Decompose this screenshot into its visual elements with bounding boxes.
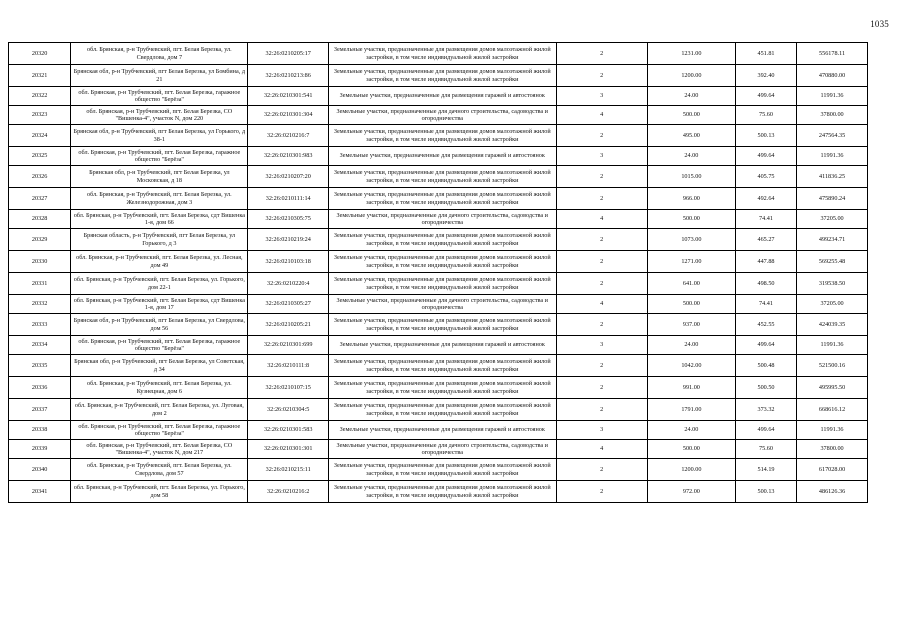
area-cell: 1791.00: [647, 399, 735, 421]
cadastral-number-cell: 32:26:0210305:75: [248, 210, 329, 229]
specific-value-cell: 500.48: [735, 355, 796, 377]
group-code-cell: 2: [556, 43, 647, 65]
area-cell: 495.00: [647, 125, 735, 147]
row-number-cell: 20332: [9, 295, 71, 314]
cadastral-number-cell: 32:26:0210213:86: [248, 65, 329, 87]
land-use-cell: Земельные участки, предназначенные для размещения домов малоэтажной жилой застройки, в том числе индивидуальной жилой застройки: [328, 166, 556, 188]
land-use-cell: Земельные участки, предназначенные для размещения домов малоэтажной жилой застройки, в том числе индивидуальной жилой застройки: [328, 481, 556, 503]
specific-value-cell: 499.64: [735, 147, 796, 166]
group-code-cell: 2: [556, 229, 647, 251]
specific-value-cell: 500.13: [735, 481, 796, 503]
land-use-cell: Земельные участки, предназначенные для размещения домов малоэтажной жилой застройки, в том числе индивидуальной жилой застройки: [328, 314, 556, 336]
cadastral-number-cell: 32:26:0210301:583: [248, 421, 329, 440]
row-number-cell: 20328: [9, 210, 71, 229]
area-cell: 500.00: [647, 295, 735, 314]
table-row: [9, 314, 868, 336]
specific-value-cell: 451.81: [735, 43, 796, 65]
cadastral-value-cell: 37205.00: [797, 295, 868, 314]
specific-value-cell: 500.50: [735, 377, 796, 399]
cadastral-number-cell: 32:26:0210304:5: [248, 399, 329, 421]
land-use-cell: Земельные участки, предназначенные для размещения гаражей и автостоянок: [328, 87, 556, 106]
group-code-cell: 3: [556, 421, 647, 440]
row-number-cell: 20323: [9, 106, 71, 125]
cadastral-value-cell: 37205.00: [797, 210, 868, 229]
group-code-cell: 3: [556, 87, 647, 106]
cadastral-number-cell: 32:26:0210107:15: [248, 377, 329, 399]
table-row: [9, 251, 868, 273]
table-row: [9, 43, 868, 65]
row-number-cell: 20335: [9, 355, 71, 377]
cadastral-value-cell: 521500.16: [797, 355, 868, 377]
area-cell: 24.00: [647, 336, 735, 355]
group-code-cell: 4: [556, 106, 647, 125]
group-code-cell: 3: [556, 336, 647, 355]
land-use-cell: Земельные участки, предназначенные для размещения домов малоэтажной жилой застройки, в том числе индивидуальной жилой застройки: [328, 251, 556, 273]
cadastral-number-cell: 32:26:0210215:11: [248, 459, 329, 481]
cadastral-value-cell: 617028.00: [797, 459, 868, 481]
specific-value-cell: 492.64: [735, 188, 796, 210]
cadastral-number-cell: 32:26:0210207:20: [248, 166, 329, 188]
specific-value-cell: 500.13: [735, 125, 796, 147]
cadastral-number-cell: 32:26:0210103:18: [248, 251, 329, 273]
cadastral-number-cell: 32:26:0210301:699: [248, 336, 329, 355]
address-cell: обл. Брянская, р-н Трубчевский, пгт. Белая Березка, гаражное общество "Берёза": [71, 87, 248, 106]
area-cell: 641.00: [647, 273, 735, 295]
land-use-cell: Земельные участки, предназначенные для дачного строительства, садоводства и огородничества: [328, 106, 556, 125]
cadastral-value-cell: 470880.00: [797, 65, 868, 87]
area-cell: 1042.00: [647, 355, 735, 377]
cadastral-number-cell: 32:26:0210219:24: [248, 229, 329, 251]
group-code-cell: 2: [556, 377, 647, 399]
cadastral-number-cell: 32:26:0210301:541: [248, 87, 329, 106]
cadastral-number-cell: 32:26:0210301:304: [248, 106, 329, 125]
cadastral-value-cell: 37800.00: [797, 440, 868, 459]
table-row: [9, 210, 868, 229]
area-cell: 1015.00: [647, 166, 735, 188]
land-use-cell: Земельные участки, предназначенные для дачного строительства, садоводства и огородничества: [328, 295, 556, 314]
area-cell: 1200.00: [647, 459, 735, 481]
specific-value-cell: 499.64: [735, 421, 796, 440]
cadastral-number-cell: 32:26:0210220:4: [248, 273, 329, 295]
land-use-cell: Земельные участки, предназначенные для размещения гаражей и автостоянок: [328, 147, 556, 166]
row-number-cell: 20337: [9, 399, 71, 421]
land-use-cell: Земельные участки, предназначенные для размещения домов малоэтажной жилой застройки, в том числе индивидуальной жилой застройки: [328, 125, 556, 147]
table-row: [9, 125, 868, 147]
area-cell: 972.00: [647, 481, 735, 503]
address-cell: обл. Брянская, р-н Трубчевский, пгт. Белая Березка, СО "Вишенка-4", участок N, дом 220: [71, 106, 248, 125]
address-cell: Брянская обл, р-н Трубчевский, пгт Белая Березка, ул Московская, д 18: [71, 166, 248, 188]
address-cell: обл. Брянская, р-н Трубчевский, пгт. Белая Березка, ул. Свердлова, дом 57: [71, 459, 248, 481]
row-number-cell: 20339: [9, 440, 71, 459]
table-row: [9, 188, 868, 210]
row-number-cell: 20321: [9, 65, 71, 87]
row-number-cell: 20330: [9, 251, 71, 273]
address-cell: обл. Брянская, р-н Трубчевский, пгт. Белая Березка, ул. Горького, дом 58: [71, 481, 248, 503]
cadastral-number-cell: 32:26:0210205:17: [248, 43, 329, 65]
land-use-cell: Земельные участки, предназначенные для размещения гаражей и автостоянок: [328, 421, 556, 440]
cadastral-value-cell: 495995.50: [797, 377, 868, 399]
cadastral-value-cell: 411836.25: [797, 166, 868, 188]
cadastral-value-cell: 247564.35: [797, 125, 868, 147]
group-code-cell: 2: [556, 481, 647, 503]
cadastral-value-cell: 569255.48: [797, 251, 868, 273]
table-row: [9, 229, 868, 251]
cadastral-value-cell: 668616.12: [797, 399, 868, 421]
cadastral-number-cell: 32:26:0210216:7: [248, 125, 329, 147]
cadastral-number-cell: 32:26:0210111:14: [248, 188, 329, 210]
group-code-cell: 2: [556, 355, 647, 377]
address-cell: Брянская обл, р-н Трубчевский, пгт Белая Березка, ул Бомбина, д 21: [71, 65, 248, 87]
address-cell: обл. Брянская, р-н Трубчевский, пгт. Белая Березка, гаражное общество "Берёза": [71, 147, 248, 166]
cadastral-value-cell: 11991.36: [797, 336, 868, 355]
row-number-cell: 20329: [9, 229, 71, 251]
row-number-cell: 20341: [9, 481, 71, 503]
area-cell: 500.00: [647, 210, 735, 229]
row-number-cell: 20340: [9, 459, 71, 481]
table-row: [9, 399, 868, 421]
cadastral-value-table: [8, 42, 868, 503]
row-number-cell: 20325: [9, 147, 71, 166]
cadastral-number-cell: 32:26:0210111:8: [248, 355, 329, 377]
cadastral-value-cell: 499234.71: [797, 229, 868, 251]
land-use-cell: Земельные участки, предназначенные для размещения домов малоэтажной жилой застройки, в том числе индивидуальной жилой застройки: [328, 355, 556, 377]
row-number-cell: 20327: [9, 188, 71, 210]
area-cell: 1073.00: [647, 229, 735, 251]
table-row: [9, 147, 868, 166]
address-cell: обл. Брянская, р-н Трубчевский, пгт. Белая Березка, сдт Вишенка 1-я, дом 66: [71, 210, 248, 229]
address-cell: обл. Брянская, р-н Трубчевский, пгт. Белая Березка, ул. Горького, дом 22-1: [71, 273, 248, 295]
specific-value-cell: 74.41: [735, 295, 796, 314]
cadastral-value-cell: 11991.36: [797, 147, 868, 166]
table-row: [9, 65, 868, 87]
land-use-cell: Земельные участки, предназначенные для размещения гаражей и автостоянок: [328, 336, 556, 355]
address-cell: обл. Брянская, р-н Трубчевский, пгт. Белая Березка, сдт Вишенка 1-я, дом 17: [71, 295, 248, 314]
group-code-cell: 2: [556, 399, 647, 421]
specific-value-cell: 452.55: [735, 314, 796, 336]
specific-value-cell: 514.19: [735, 459, 796, 481]
table-row: [9, 336, 868, 355]
address-cell: Брянская обл, р-н Трубчевский, пгт Белая Березка, ул Свердлова, дом 56: [71, 314, 248, 336]
specific-value-cell: 392.40: [735, 65, 796, 87]
area-cell: 937.00: [647, 314, 735, 336]
address-cell: обл. Брянская, р-н Трубчевский, пгт. Белая Березка, ул. Свердлова, дом 7: [71, 43, 248, 65]
group-code-cell: 2: [556, 251, 647, 273]
specific-value-cell: 75.60: [735, 440, 796, 459]
area-cell: 24.00: [647, 421, 735, 440]
table-row: [9, 481, 868, 503]
land-use-cell: Земельные участки, предназначенные для размещения домов малоэтажной жилой застройки, в том числе индивидуальной жилой застройки: [328, 65, 556, 87]
cadastral-number-cell: 32:26:0210301:301: [248, 440, 329, 459]
cadastral-number-cell: 32:26:0210305:27: [248, 295, 329, 314]
table-row: [9, 355, 868, 377]
area-cell: 966.00: [647, 188, 735, 210]
address-cell: обл. Брянская, р-н Трубчевский, пгт. Белая Березка, ул. Железнодорожная, дом 3: [71, 188, 248, 210]
table-row: [9, 440, 868, 459]
group-code-cell: 2: [556, 166, 647, 188]
cadastral-value-cell: 486126.36: [797, 481, 868, 503]
area-cell: 1271.00: [647, 251, 735, 273]
specific-value-cell: 465.27: [735, 229, 796, 251]
cadastral-value-cell: 11991.36: [797, 87, 868, 106]
address-cell: обл. Брянская, р-н Трубчевский, пгт. Белая Березка, ул. Лесная, дом 49: [71, 251, 248, 273]
group-code-cell: 4: [556, 440, 647, 459]
cadastral-value-cell: 37800.00: [797, 106, 868, 125]
row-number-cell: 20324: [9, 125, 71, 147]
table-row: [9, 166, 868, 188]
row-number-cell: 20326: [9, 166, 71, 188]
cadastral-number-cell: 32:26:0210301:983: [248, 147, 329, 166]
address-cell: Брянская область, р-н Трубчевский, пгт Белая Березка, ул Горького, д 3: [71, 229, 248, 251]
specific-value-cell: 498.50: [735, 273, 796, 295]
table-row: [9, 421, 868, 440]
area-cell: 500.00: [647, 106, 735, 125]
address-cell: обл. Брянская, р-н Трубчевский, пгт. Белая Березка, гаражное общество "Берёза": [71, 421, 248, 440]
land-use-cell: Земельные участки, предназначенные для размещения домов малоэтажной жилой застройки, в том числе индивидуальной жилой застройки: [328, 188, 556, 210]
group-code-cell: 2: [556, 314, 647, 336]
specific-value-cell: 373.32: [735, 399, 796, 421]
address-cell: обл. Брянская, р-н Трубчевский, пгт. Белая Березка, гаражное общество "Берёза": [71, 336, 248, 355]
group-code-cell: 3: [556, 147, 647, 166]
area-cell: 1231.00: [647, 43, 735, 65]
land-use-cell: Земельные участки, предназначенные для размещения домов малоэтажной жилой застройки, в том числе индивидуальной жилой застройки: [328, 459, 556, 481]
table-row: [9, 459, 868, 481]
table-row: [9, 87, 868, 106]
address-cell: обл. Брянская, р-н Трубчевский, пгт. Белая Березка, ул. Луговая, дом 2: [71, 399, 248, 421]
land-use-cell: Земельные участки, предназначенные для размещения домов малоэтажной жилой застройки, в том числе индивидуальной жилой застройки: [328, 377, 556, 399]
group-code-cell: 2: [556, 65, 647, 87]
table-row: [9, 295, 868, 314]
row-number-cell: 20336: [9, 377, 71, 399]
land-use-cell: Земельные участки, предназначенные для размещения домов малоэтажной жилой застройки, в том числе индивидуальной жилой застройки: [328, 43, 556, 65]
row-number-cell: 20320: [9, 43, 71, 65]
table-body: [9, 43, 868, 503]
land-use-cell: Земельные участки, предназначенные для размещения домов малоэтажной жилой застройки, в том числе индивидуальной жилой застройки: [328, 273, 556, 295]
cadastral-number-cell: 32:26:0210216:2: [248, 481, 329, 503]
row-number-cell: 20331: [9, 273, 71, 295]
specific-value-cell: 405.75: [735, 166, 796, 188]
specific-value-cell: 499.64: [735, 87, 796, 106]
row-number-cell: 20334: [9, 336, 71, 355]
table-row: [9, 377, 868, 399]
cadastral-value-cell: 475890.24: [797, 188, 868, 210]
address-cell: Брянская обл, р-н Трубчевский, пгт Белая Березка, ул Советская, д 34: [71, 355, 248, 377]
group-code-cell: 2: [556, 125, 647, 147]
address-cell: обл. Брянская, р-н Трубчевский, пгт. Белая Березка, СО "Вишенка-4", участок N, дом 217: [71, 440, 248, 459]
cadastral-value-cell: 556178.11: [797, 43, 868, 65]
specific-value-cell: 447.88: [735, 251, 796, 273]
cadastral-value-cell: 11991.36: [797, 421, 868, 440]
table-row: [9, 106, 868, 125]
area-cell: 1200.00: [647, 65, 735, 87]
area-cell: 500.00: [647, 440, 735, 459]
address-cell: Брянская обл, р-н Трубчевский, пгт Белая Березка, ул Горького, д 38-1: [71, 125, 248, 147]
row-number-cell: 20322: [9, 87, 71, 106]
group-code-cell: 2: [556, 459, 647, 481]
land-use-cell: Земельные участки, предназначенные для размещения домов малоэтажной жилой застройки, в том числе индивидуальной жилой застройки: [328, 399, 556, 421]
row-number-cell: 20333: [9, 314, 71, 336]
row-number-cell: 20338: [9, 421, 71, 440]
page-number: 1035: [870, 19, 889, 29]
cadastral-number-cell: 32:26:0210205:21: [248, 314, 329, 336]
cadastral-value-cell: 319538.50: [797, 273, 868, 295]
cadastral-value-cell: 424039.35: [797, 314, 868, 336]
specific-value-cell: 74.41: [735, 210, 796, 229]
group-code-cell: 4: [556, 210, 647, 229]
group-code-cell: 2: [556, 188, 647, 210]
address-cell: обл. Брянская, р-н Трубчевский, пгт. Белая Березка, ул. Кузнецная, дом 6: [71, 377, 248, 399]
group-code-cell: 4: [556, 295, 647, 314]
land-use-cell: Земельные участки, предназначенные для размещения домов малоэтажной жилой застройки, в том числе индивидуальной жилой застройки: [328, 229, 556, 251]
specific-value-cell: 499.64: [735, 336, 796, 355]
specific-value-cell: 75.60: [735, 106, 796, 125]
area-cell: 24.00: [647, 147, 735, 166]
group-code-cell: 2: [556, 273, 647, 295]
land-use-cell: Земельные участки, предназначенные для дачного строительства, садоводства и огородничества: [328, 440, 556, 459]
area-cell: 991.00: [647, 377, 735, 399]
area-cell: 24.00: [647, 87, 735, 106]
land-use-cell: Земельные участки, предназначенные для дачного строительства, садоводства и огородничества: [328, 210, 556, 229]
table-row: [9, 273, 868, 295]
